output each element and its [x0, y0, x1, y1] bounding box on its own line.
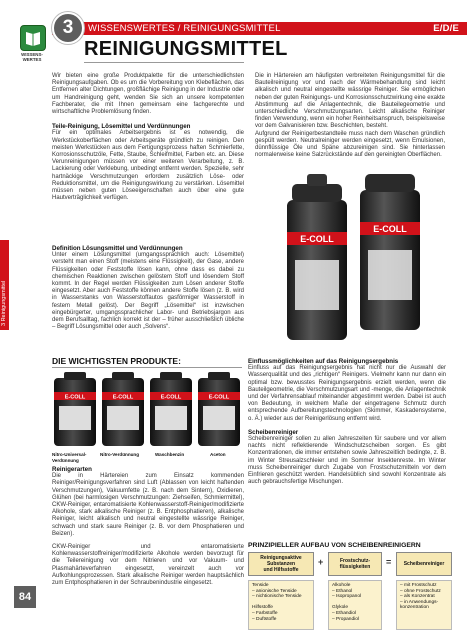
header-bar: [52, 22, 467, 35]
heading-definition: Definition Lösungsmittel und Verdünnungen: [52, 245, 183, 252]
page-title: REINIGUNGSMITTEL: [84, 38, 288, 60]
paragraph-einfluss: Einfluss auf das Reinigungsergebnis hat nicht nur die Auswahl der Wasserqualität und des „richtigen“ Reinigers. Vielmehr kann nur dann ein optimal bzw. bewusstes Reinigungsergebnis erzielt werden, wenn die Bauteilgeometrie, die Verschmutzungsart und -menge, die Anlagentechnik und der Verfahrensablauf miteinander abgestimmt werden. Dabei ist auch von Bedeutung, in welchem Maße der eingetragene Schmutz durch entsprechende Aufbereitungstechnologien (Skimmer, Kaskadensysteme, o. Ä.) wieder aus der Reinigerlösung entfernt wird.: [248, 365, 446, 422]
product-can-3: [150, 372, 192, 446]
products-divider: [52, 367, 242, 368]
language-label: E/D/E: [433, 23, 459, 34]
can-brand: E-COLL: [300, 234, 334, 244]
paragraph-definition: Unter einem Lösungsmittel (umgangssprachlich auch: Lösemittel) versteht man einen Stoff (meistens eine Flüssigkeit), der Gase, andere Flüssigkeiten oder Feststoffe lösen kann, ohne dass es dabei zu chemischen Reaktionen zwischen gelöstem Stoff und lösendem Stoff kommt. In der Regel werden Flüssigkeiten zum Lösen anderer Stoffe eingesetzt. Aber auch Feststoffe können andere Stoffe lösen (z. B. wird in Wasserstanks von Wasserstoffautos gasförmiger Wasserstoff in festem Metall gelöst). Der Begriff „Lösemittel“ ist inzwischen eingebürgerter, umgangssprachlicher Labor- und Betriebsjargon aus dem Berufsalltag, fachlich korrekt ist der – früher ausschließlich übliche – Begriff Lösungsmittel oder auch „Solvens“.: [52, 252, 244, 331]
product-can-2: [102, 372, 144, 446]
reinigerarten-block: [52, 466, 244, 587]
page-number: 84: [14, 586, 36, 608]
diagram-equals: =: [386, 557, 392, 567]
spray-can-image: [262, 170, 447, 345]
definition-block: [52, 245, 244, 331]
product-label-2: Nitro-Verdünnung: [100, 452, 140, 457]
diagram-box-scheibenreiniger: Scheibenreiniger: [396, 552, 452, 576]
paragraph-haertereien: Die in Härtereien am häufigsten verbreiteten Reinigungsmittel für die Bauteilreinigung vor und nach der Wärmebehandlung sind leicht alkalisch und neutral eingestellte wässrige Reiniger. Sie ermöglichen neben der guten Reinigungs- und Korrosionsschutzwirkung eine exakte Abstimmung auf die Anlagentechnik, die Bauteilegeometrie und unterschiedliche Verschmutzungsarten. Leicht alkalische Reiniger finden Verwendung, wenn ein hoher Reinheitsanspruch, beispielsweise vor dem Galvanisieren bzw. Beschichten, besteht.: [255, 73, 445, 130]
heading-teile-reinigung: Teile-Reinigung, Lösemittel und Verdünnungen: [52, 123, 191, 131]
einfluss-block: [248, 358, 446, 486]
diagram-col-alkohole: Alkohole – Ethanol – Isopropanol Glykole – Ethandiol – Propandiol: [328, 580, 382, 630]
title-divider: [84, 62, 244, 63]
diagram-box-frostschutz: Frostschutz- flüssigkeiten: [328, 552, 382, 576]
left-column: [52, 73, 244, 202]
svg-text:E-COLL: E-COLL: [208, 394, 230, 401]
heading-scheibenreiniger: Scheibenreiniger: [248, 428, 299, 436]
diagram-col-varianten: – mit Frostschutz – ohne Frostschutz – als Konzentrat – in Anwendungs- konzentration: [396, 580, 452, 630]
svg-text:E-COLL: E-COLL: [64, 394, 86, 401]
product-can-1: [54, 372, 96, 446]
icon-label: WISSENS- WERTES: [21, 52, 43, 62]
paragraph-teile-reinigung: Für ein optimales Arbeitsergebnis ist es notwendig, die Werkstückoberflächen oder Arbeitsgeräte gründlich zu reinigen. Den meisten Werkstücken aus dem Fertigungsprozess haften Schmierfette, Korrosionsschutzöle, Fette, Staube, Schleifmittel, Farben etc. an. Diese Verunreinigungen müssen vor einer weiteren Verarbeitung, z. B. Lackierung oder Verklebung, unbedingt entfernt werden. Spezielle, sehr hartnäckige Verschmutzungen erfordern zusätzlich Löse- oder Reduktionsmittel, um die Reinigungswirkung zu verstärken. Lösemittel müssen neben guten Löseeigenschaften auch über eine gute Hautverträglichkeit verfügen.: [52, 130, 244, 202]
diagram-box-substances: Reinigungsaktive Substanzen und Hilfsstoffe: [248, 552, 314, 576]
diagram-col-tenside: Tenside – anionische Tenside – nichtionische Tenside Hilfsstoffe – Farbstoffe – Duftstoffe: [248, 580, 314, 630]
heading-reinigerarten: Reinigerarten: [52, 466, 92, 473]
svg-text:E-COLL: E-COLL: [112, 394, 134, 401]
paragraph-spuelen: Aufgrund der Reinigerbestandteile muss nach dem Waschen gründlich gespült werden. Neutralreiniger werden eingesetzt, wenn Emulsionen, dünnflüssige Öle und Späne abzureinigen sind. Sie hinterlassen normalerweise keine Salzrückstände auf den gereinigten Oberflächen.: [255, 130, 445, 159]
heading-einfluss: Einflussmöglichkeiten auf das Reinigungsergebnis: [248, 358, 399, 365]
product-label-1: Nitro-Universal- Verdünnung: [52, 452, 87, 463]
diagram-title: PRINZIPIELLER AUFBAU VON SCHEIBENREINIGERN: [248, 542, 421, 549]
side-tab-label: 3 Reinigungsmittel: [1, 280, 7, 326]
diagram-plus: +: [318, 557, 324, 567]
side-chapter-tab: [0, 240, 9, 330]
products-heading: DIE WICHTIGSTEN PRODUKTE:: [52, 356, 181, 366]
product-can-4: [198, 372, 240, 446]
info-book-icon: [20, 25, 46, 51]
chapter-badge: 3: [52, 12, 84, 44]
products-image: [52, 370, 247, 448]
can-brand: E-COLL: [373, 224, 407, 234]
paragraph-scheibenreiniger: Scheibenreiniger sollen zu allen Jahreszeiten für saubere und vor allem nachts nicht reflektierende Windschutzscheiben sorgen. Es gibt Konzentrationen, die immer entstehen sowie Jahreszeitlich bedingte, z. B. im Winter Streusalzschleier und im Sommer Insektenreste. Im Winter muss Scheibenreiniger durch Zugabe von Frostschutzmitteln vor dem Einfrieren geschützt werden. Handelsüblich sind sowohl Konzentrate als auch gebrauchsfertige Mischungen.: [248, 436, 446, 486]
paragraph-reinigerarten: Die in Härtereien zum Einsatz kommenden Reiniger/Reinigungsverfahren sind Luft (Ablassen von leicht haftenden Verschmutzungen), Vakuumfette (z. B. nach dem Sintern), Oxidieren, Glühen (bei harmlosigen Verschmutzungen: Ziehseifen, Schmiermittel), CKW-Reiniger, entaromatisierte Kohlenwasserstoff-Reiniger/modifizierte Alkohole, stark alkalische Reiniger (z. B. Entphosphatieren), alkalische Reiniger, leicht alkalisch und neutral eingestellte wässrige Reiniger, schwach und stark saure Reiniger (z. B. vor dem Phosphatieren und Beizen).: [52, 473, 244, 537]
paragraph-ckw: CKW-Reiniger und entaromatisierte Kohlenwasserstoffreiniger/modifizierte Alkohole werden bevorzugt für die Teilereinigung vor dem Nitrieren und vor Vakuum- und Plasmahärteverfahren eingesetzt, vereinzelt auch vor Aufkohlungsprozessen. Stark alkalische Reiniger werden hauptsächlich zum Entphosphatieren in der Schraubenindustrie eingesetzt.: [52, 544, 244, 587]
right-column: [255, 73, 445, 159]
product-label-3: Waschbenzin: [155, 452, 185, 457]
product-label-4: Aceton: [210, 452, 226, 457]
intro-paragraph: Wir bieten eine große Produktpalette für die unterschiedlichsten Reinigungsaufgaben. Ob es um die Vorbereitung von Klebeflächen, das Entfernen alter Dichtungen, großflächige Reinigung in der Industrie oder um Handreinigung geht, wenden Sie sich an unsere kompetenten Fachberater, die mit Ihnen gemeinsam eine fachgerechte und wirtschaftliche Problemlösung finden.: [52, 73, 244, 116]
svg-text:E-COLL: E-COLL: [160, 394, 182, 401]
section-title: WISSENSWERTES / REINIGUNGSMITTEL: [88, 23, 281, 34]
